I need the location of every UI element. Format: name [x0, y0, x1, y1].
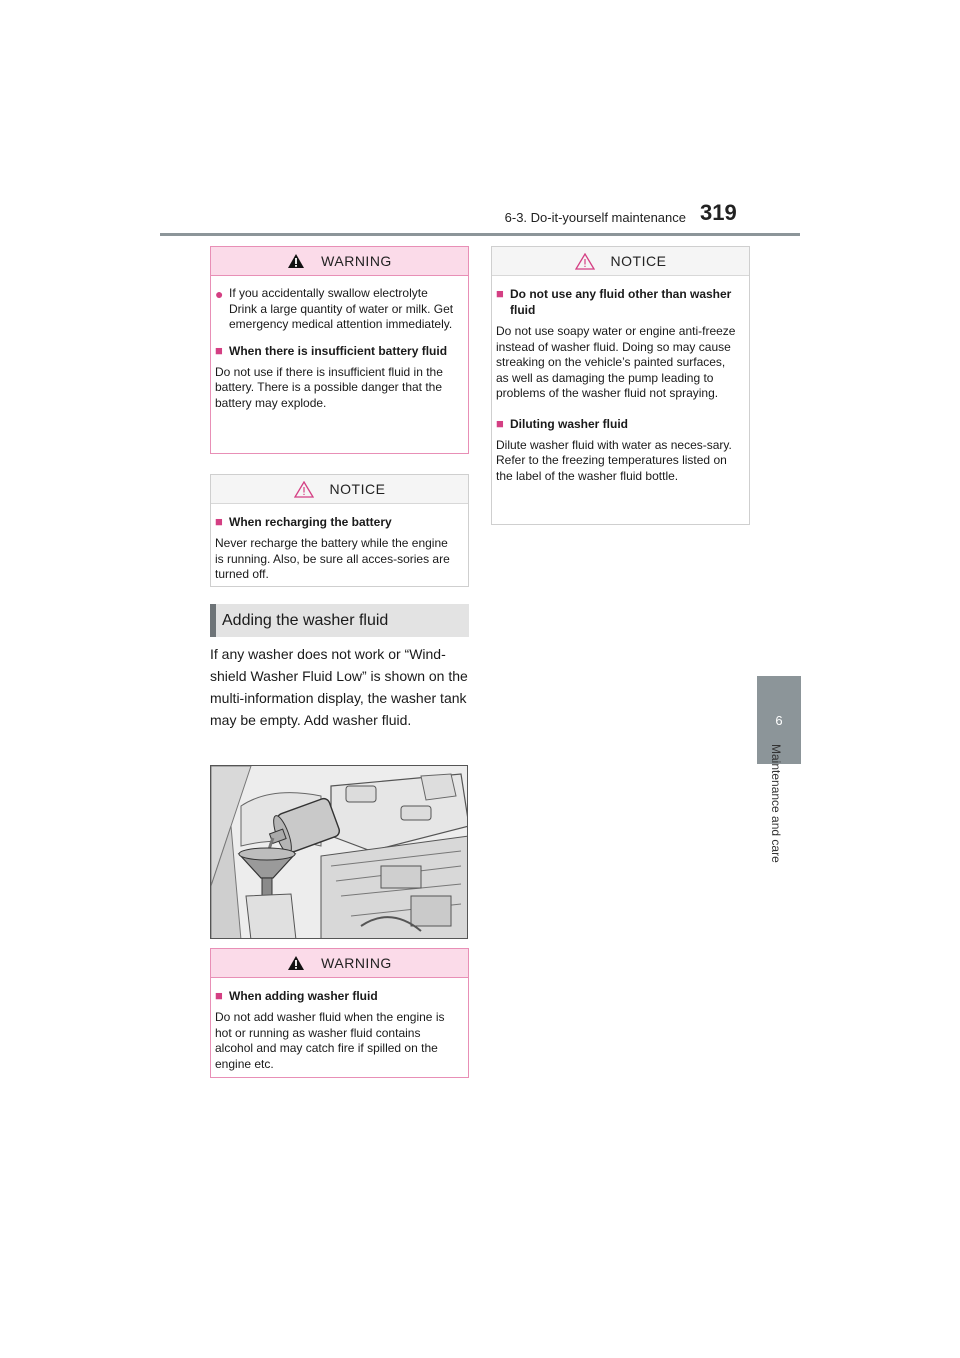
subheading-text: When there is insufficient battery fluid	[229, 343, 448, 358]
square-bullet-icon: ■	[215, 514, 223, 529]
warning-header	[211, 949, 468, 978]
chapter-number: 6	[775, 712, 783, 728]
warning-heading: WARNING	[321, 955, 392, 971]
notice-heading: NOTICE	[610, 253, 667, 269]
warning-box-battery	[210, 246, 469, 454]
warning-header	[211, 247, 468, 276]
notice-heading: NOTICE	[329, 481, 386, 497]
warning-subheading	[215, 988, 458, 1004]
section-title: Adding the washer fluid	[210, 604, 469, 637]
subheading-text: When adding washer fluid	[229, 989, 378, 1003]
warning-text: Do not add washer fluid when the engine is hot or running as washer fluid contains alcohol and may catch fire if spilled on the engine etc.	[215, 1010, 445, 1071]
warning-heading: WARNING	[321, 253, 392, 269]
notice-box-recharging	[210, 474, 469, 587]
washer-fluid-illustration	[210, 765, 468, 939]
page-number: 319	[700, 200, 737, 225]
notice-subheading-2	[496, 416, 739, 432]
header-rule	[160, 233, 800, 236]
square-bullet-icon: ■	[215, 342, 223, 358]
notice-text: Never recharge the battery while the engine is running. Also, be sure all acces-sories are turned off.	[215, 536, 450, 581]
warning-subheading	[215, 343, 458, 359]
warning-text: Do not use if there is insufficient fluid in the battery. There is a possible danger that the battery may explode.	[215, 364, 443, 410]
warning-triangle-icon	[287, 955, 305, 971]
bullet-text: If you accidentally swallow electrolyte Drink a large quantity of water or milk. Get emergency medical attention immediately.	[229, 286, 454, 331]
subheading-text: When recharging the battery	[229, 515, 392, 529]
caution-triangle-icon	[575, 253, 595, 270]
notice-box-washer-fluid	[491, 246, 750, 525]
section-body: If any washer does not work or “Wind-shield Washer Fluid Low” is shown on the multi-information display, the washer tank may be empty. Add washer fluid.	[210, 646, 468, 728]
subheading-text: Do not use any fluid other than washer fluid	[510, 287, 732, 317]
square-bullet-icon: ■	[496, 415, 504, 431]
engine-bay-illustration	[211, 766, 468, 939]
notice-subheading	[215, 514, 458, 530]
chapter-label: Maintenance and care	[769, 744, 783, 863]
caution-triangle-icon	[294, 481, 314, 498]
warning-box-washer	[210, 948, 469, 1078]
notice-text-2: Dilute washer fluid with water as neces-sary. Refer to the freezing temperatures listed on the label of the washer fluid bottle.	[496, 437, 732, 483]
square-bullet-icon: ■	[215, 988, 223, 1003]
chapter-label-container	[767, 744, 791, 894]
warning-triangle-icon	[287, 253, 305, 269]
notice-subheading-1	[496, 286, 739, 318]
circle-bullet-icon: ●	[215, 286, 224, 302]
warning-bullet	[215, 286, 458, 333]
notice-text-1: Do not use soapy water or engine anti-freeze instead of washer fluid. Doing so may cause streaking on the vehicle’s painted surfaces, as well as damaging the pump leading to problems of the washer fluid not spraying.	[496, 324, 736, 400]
subheading-text: Diluting washer fluid	[510, 416, 629, 431]
running-header-section: 6-3. Do-it-yourself maintenance	[504, 210, 686, 225]
square-bullet-icon: ■	[496, 286, 504, 301]
notice-header	[492, 247, 749, 276]
notice-header	[211, 475, 468, 504]
